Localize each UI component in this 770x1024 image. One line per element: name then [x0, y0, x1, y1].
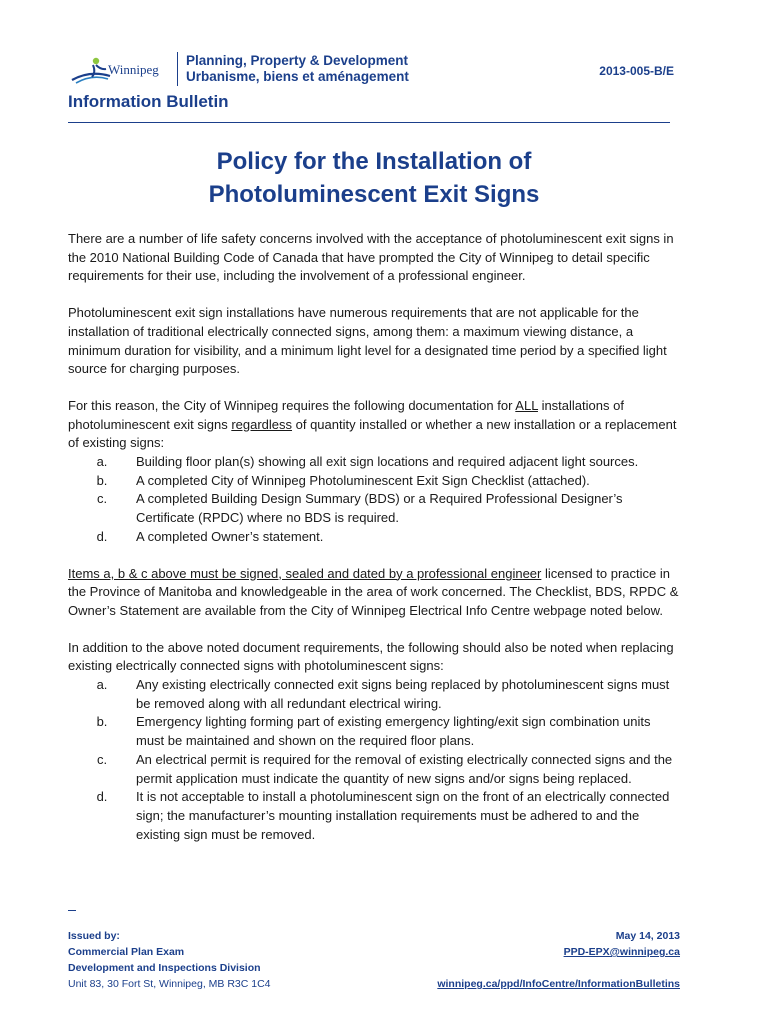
page-title: [68, 145, 680, 211]
paragraph-documentation: [68, 397, 680, 453]
title-line-2: Photoluminescent Exit Signs: [208, 181, 540, 208]
email-link[interactable]: PPD-EPX@winnipeg.ca: [563, 946, 680, 958]
department-name-en: Planning, Property & Development: [186, 53, 409, 68]
list-item-text: A completed Owner’s statement.: [136, 528, 324, 544]
replacement-list: [68, 676, 680, 844]
issuer-address: Unit 83, 30 Fort St, Winnipeg, MB R3C 1C4: [68, 978, 271, 990]
list-item: [68, 788, 680, 844]
list-item-label: d.: [96, 528, 108, 544]
documentation-list: [68, 453, 680, 547]
list-item-label: c.: [96, 751, 108, 767]
list-item: [68, 676, 680, 713]
doc-emphasis-all: ALL: [515, 397, 538, 413]
bulletin-label: Information Bulletin: [68, 92, 229, 111]
issuer-line-2: Development and Inspections Division: [68, 962, 261, 974]
list-item-label: d.: [96, 789, 108, 805]
paragraph-replacement: In addition to the above noted document requirements, the following should also be noted when replacing existing electrically connected signs with photoluminescent signs:: [68, 639, 674, 674]
engineer-requirement: Items a, b & c above must be signed, sealed and dated by a professional engineer: [68, 565, 542, 581]
paragraph-engineer: [68, 565, 680, 621]
list-item: [68, 472, 680, 491]
footer-dash: [68, 910, 76, 911]
list-item-label: b.: [96, 472, 108, 488]
list-item: [68, 713, 680, 750]
list-item: [68, 528, 680, 547]
list-item: [68, 751, 680, 788]
issue-date: May 14, 2013: [615, 930, 680, 942]
paragraph-requirements: Photoluminescent exit sign installations have numerous requirements that are not applicable for the installation of traditional electrically connected signs, among them: a maximum viewing distance, a minimum duration for visibility, and a minimum light level for a designated time period by a specified light source for charging purposes.: [68, 305, 667, 377]
paragraph-intro: There are a number of life safety concerns involved with the acceptance of photoluminescent exit signs in the 2010 National Building Code of Canada that have prompted the City of Winnipeg to detail specific requirements for their use, including the involvement of a professional engineer.: [68, 231, 674, 284]
department-name: [186, 53, 409, 85]
list-item-text: A completed Building Design Summary (BDS) or a Required Professional Designer’s Certificate (RPDC) where no BDS is required.: [136, 491, 623, 526]
list-item-text: It is not acceptable to install a photoluminescent sign on the front of an electrically connected sign; the manufacturer’s mounting installation requirements must be adhered to and the existing sign must be removed.: [136, 789, 670, 842]
list-item-label: a.: [96, 677, 108, 693]
engineer-text: licensed to practice in the Province of Manitoba and knowledgeable in the area of work concerned. The Checklist, BDS, RPDC & Owner’s Statement are available from the City of Winnipeg Electrical Info Centre webpage noted below.: [68, 565, 679, 618]
doc-text-a: For this reason, the City of Winnipeg requires the following documentation for: [68, 397, 516, 413]
list-item-text: Emergency lighting forming part of existing emergency lighting/exit sign combination units must be maintained and shown on the required floor plans.: [136, 714, 651, 749]
info-bulletins-link[interactable]: winnipeg.ca/ppd/InfoCentre/InformationBulletins: [437, 978, 680, 990]
document-body: [68, 230, 680, 862]
document-number: 2013-005-B/E: [599, 64, 674, 78]
list-item-label: b.: [96, 714, 108, 730]
list-item: [68, 453, 680, 472]
doc-text-b: installations of photoluminescent exit signs: [68, 397, 624, 432]
list-item-label: c.: [96, 491, 108, 507]
list-item-text: A completed City of Winnipeg Photoluminescent Exit Sign Checklist (attached).: [136, 472, 590, 488]
footer-contact: [437, 928, 680, 992]
issued-by-label: Issued by:: [68, 930, 120, 942]
header-divider: [177, 52, 178, 86]
logo-wordmark: Winnipeg: [108, 62, 159, 77]
list-item: [68, 490, 680, 527]
header-rule: [68, 122, 670, 123]
list-item-text: Building floor plan(s) showing all exit sign locations and required adjacent light sources.: [136, 454, 639, 470]
issuer-line-1: Commercial Plan Exam: [68, 946, 185, 958]
title-line-1: Policy for the Installation of: [216, 148, 532, 175]
list-item-text: An electrical permit is required for the removal of existing electrically connected signs and the permit application must indicate the quantity of new signs and/or signs being replaced.: [136, 751, 673, 786]
department-name-fr: Urbanisme, biens et aménagement: [186, 69, 409, 84]
list-item-label: a.: [96, 454, 108, 470]
footer-issuer: [68, 928, 271, 992]
doc-emphasis-regardless: regardless: [231, 416, 293, 432]
list-item-text: Any existing electrically connected exit signs being replaced by photoluminescent signs must be removed along with all redundant electrical wiring.: [136, 677, 670, 711]
doc-text-c: of quantity installed or whether a new installation or a replacement of existing signs:: [68, 416, 677, 451]
